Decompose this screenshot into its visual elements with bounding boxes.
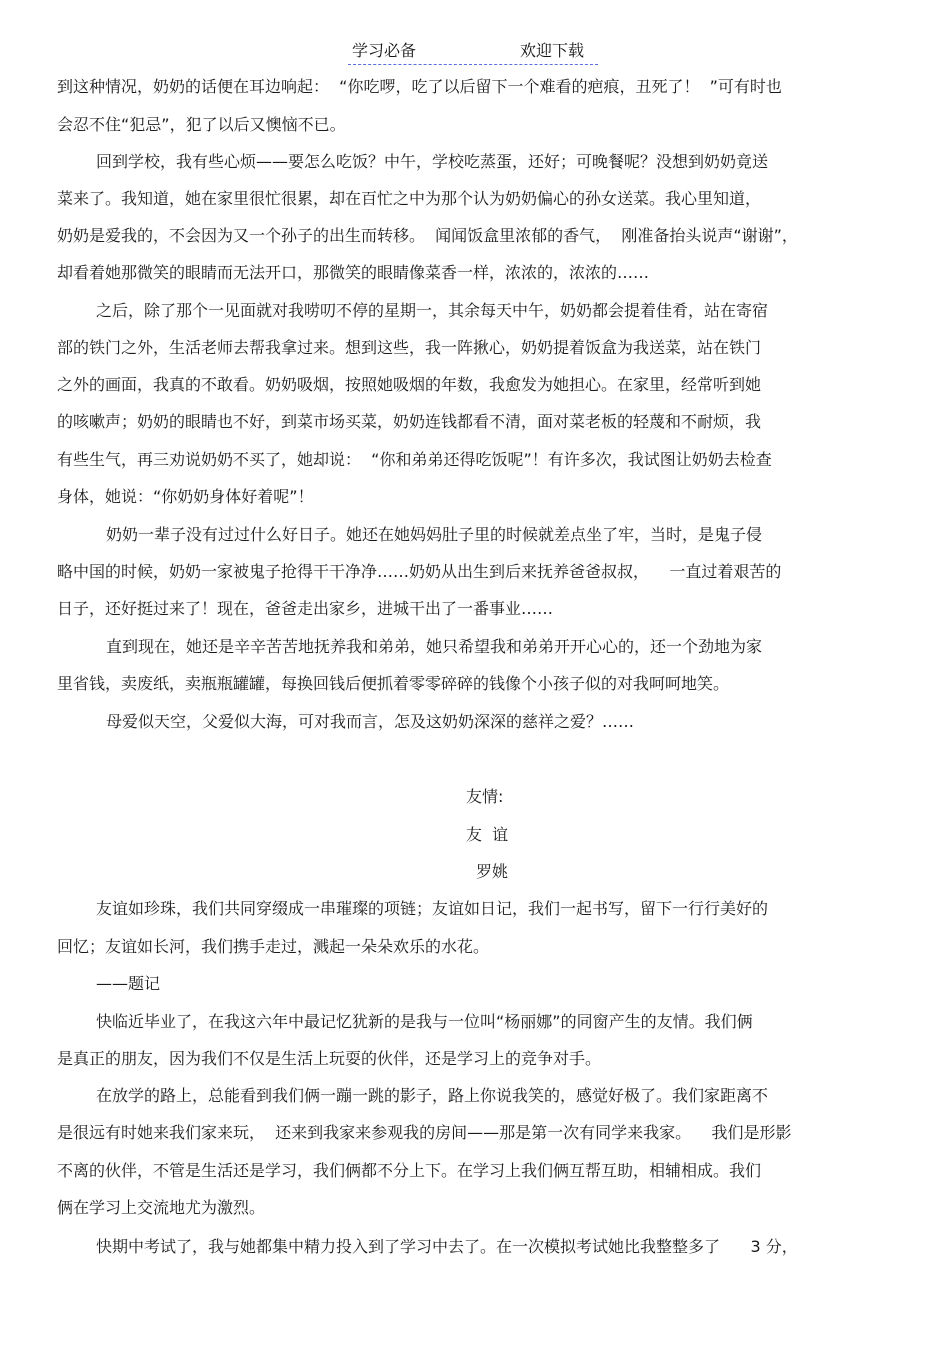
text-line: 奶奶一辈子没有过过什么好日子。她还在她妈妈肚子里的时候就差点坐了牢，当时，是鬼子侵 xyxy=(106,525,763,544)
text-line: 日子，还好挺过来了！现在，爸爸走出家乡，进城干出了一番事业…… xyxy=(57,599,554,618)
text-line: 友谊如珍珠，我们共同穿缀成一串璀璨的项链；友谊如日记，我们一起书写，留下一行行美好的 xyxy=(96,899,769,918)
text-line: 菜来了。我知道，她在家里很忙很累，却在百忙之中为那个认为奶奶偏心的孙女送菜。我心里知道， xyxy=(57,189,762,208)
text-line: 是真正的朋友，因为我们不仅是生活上玩耍的伙伴，还是学习上的竞争对手。 xyxy=(57,1049,602,1068)
section-author: 罗姚 xyxy=(476,862,509,881)
text-line: 略中国的时候，奶奶一家被鬼子抢得干干净净……奶奶从出生到后来抚养爸爸叔叔， 一直过着艰苦的 xyxy=(57,562,782,581)
text-line: 快期中考试了，我与她都集中精力投入到了学习中去了。在一次模拟考试她比我整整多了 3 分， xyxy=(96,1237,798,1256)
text-line: 回到学校，我有些心烦——要怎么吃饭？中午，学校吃蒸蛋，还好；可晚餐呢？没想到奶奶竟送 xyxy=(96,152,769,171)
text-line: 之后，除了那个一见面就对我唠叨不停的星期一，其余每天中午，奶奶都会提着佳肴，站在寄宿 xyxy=(96,301,769,320)
text-line: 俩在学习上交流地尤为激烈。 xyxy=(57,1198,266,1217)
text-line: 直到现在，她还是辛辛苦苦地抚养我和弟弟，她只希望我和弟弟开开心心的，还一个劲地为家 xyxy=(106,637,763,656)
header-divider xyxy=(348,64,598,65)
text-line: 回忆；友谊如长河，我们携手走过，溅起一朵朵欢乐的水花。 xyxy=(57,937,490,956)
text-line: 的咳嗽声；奶奶的眼睛也不好，到菜市场买菜，奶奶连钱都看不清，面对菜老板的轻蔑和不耐烦，我 xyxy=(57,412,762,431)
page-header xyxy=(348,40,598,66)
header-right-text: 欢迎下载 xyxy=(520,41,585,60)
text-line: 里省钱，卖废纸，卖瓶瓶罐罐，每换回钱后便抓着零零碎碎的钱像个小孩子似的对我呵呵地笑。 xyxy=(57,674,730,693)
section-title: 友 谊 xyxy=(466,825,509,844)
text-line: 母爱似天空，父爱似大海，可对我而言，怎及这奶奶深深的慈祥之爱？…… xyxy=(106,712,635,731)
section-category: 友情: xyxy=(466,787,504,806)
text-line: 有些生气，再三劝说奶奶不买了，她却说： “你和弟弟还得吃饭呢”！有许多次，我试图让奶奶去检查 xyxy=(57,450,772,469)
text-line: 到这种情况，奶奶的话便在耳边响起： “你吃啰，吃了以后留下一个难看的疤痕，丑死了！ ”可有时也 xyxy=(57,77,782,96)
header-left-text: 学习必备 xyxy=(352,41,417,60)
text-line: 奶奶是爱我的，不会因为又一个孙子的出生而转移。 闻闻饭盒里浓郁的香气， 刚准备抬头说声“谢谢”， xyxy=(57,226,798,245)
text-line: 之外的画面，我真的不敢看。奶奶吸烟，按照她吸烟的年数，我愈发为她担心。在家里，经常听到她 xyxy=(57,375,762,394)
text-line: 快临近毕业了，在我这六年中最记忆犹新的是我与一位叫“杨丽娜”的同窗产生的友情。我们俩 xyxy=(96,1012,753,1031)
text-line: 不离的伙伴，不管是生活还是学习，我们俩都不分上下。在学习上我们俩互帮互助，相辅相成。我们 xyxy=(57,1161,762,1180)
text-line: 在放学的路上，总能看到我们俩一蹦一跳的影子，路上你说我笑的，感觉好极了。我们家距离不 xyxy=(96,1086,769,1105)
text-line: 却看着她那微笑的眼睛而无法开口，那微笑的眼睛像菜香一样，浓浓的，浓浓的…… xyxy=(57,263,650,282)
text-line: 身体，她说：“你奶奶身体好着呢”！ xyxy=(57,487,314,506)
text-line: ——题记 xyxy=(96,974,161,993)
text-line: 是很远有时她来我们家来玩， 还来到我家来参观我的房间——那是第一次有同学来我家。 我们是形影 xyxy=(57,1123,792,1142)
text-line: 会忍不住“犯忌”，犯了以后又懊恼不已。 xyxy=(57,115,346,134)
text-line: 部的铁门之外，生活老师去帮我拿过来。想到这些，我一阵揪心，奶奶提着饭盒为我送菜，站在铁门 xyxy=(57,338,762,357)
